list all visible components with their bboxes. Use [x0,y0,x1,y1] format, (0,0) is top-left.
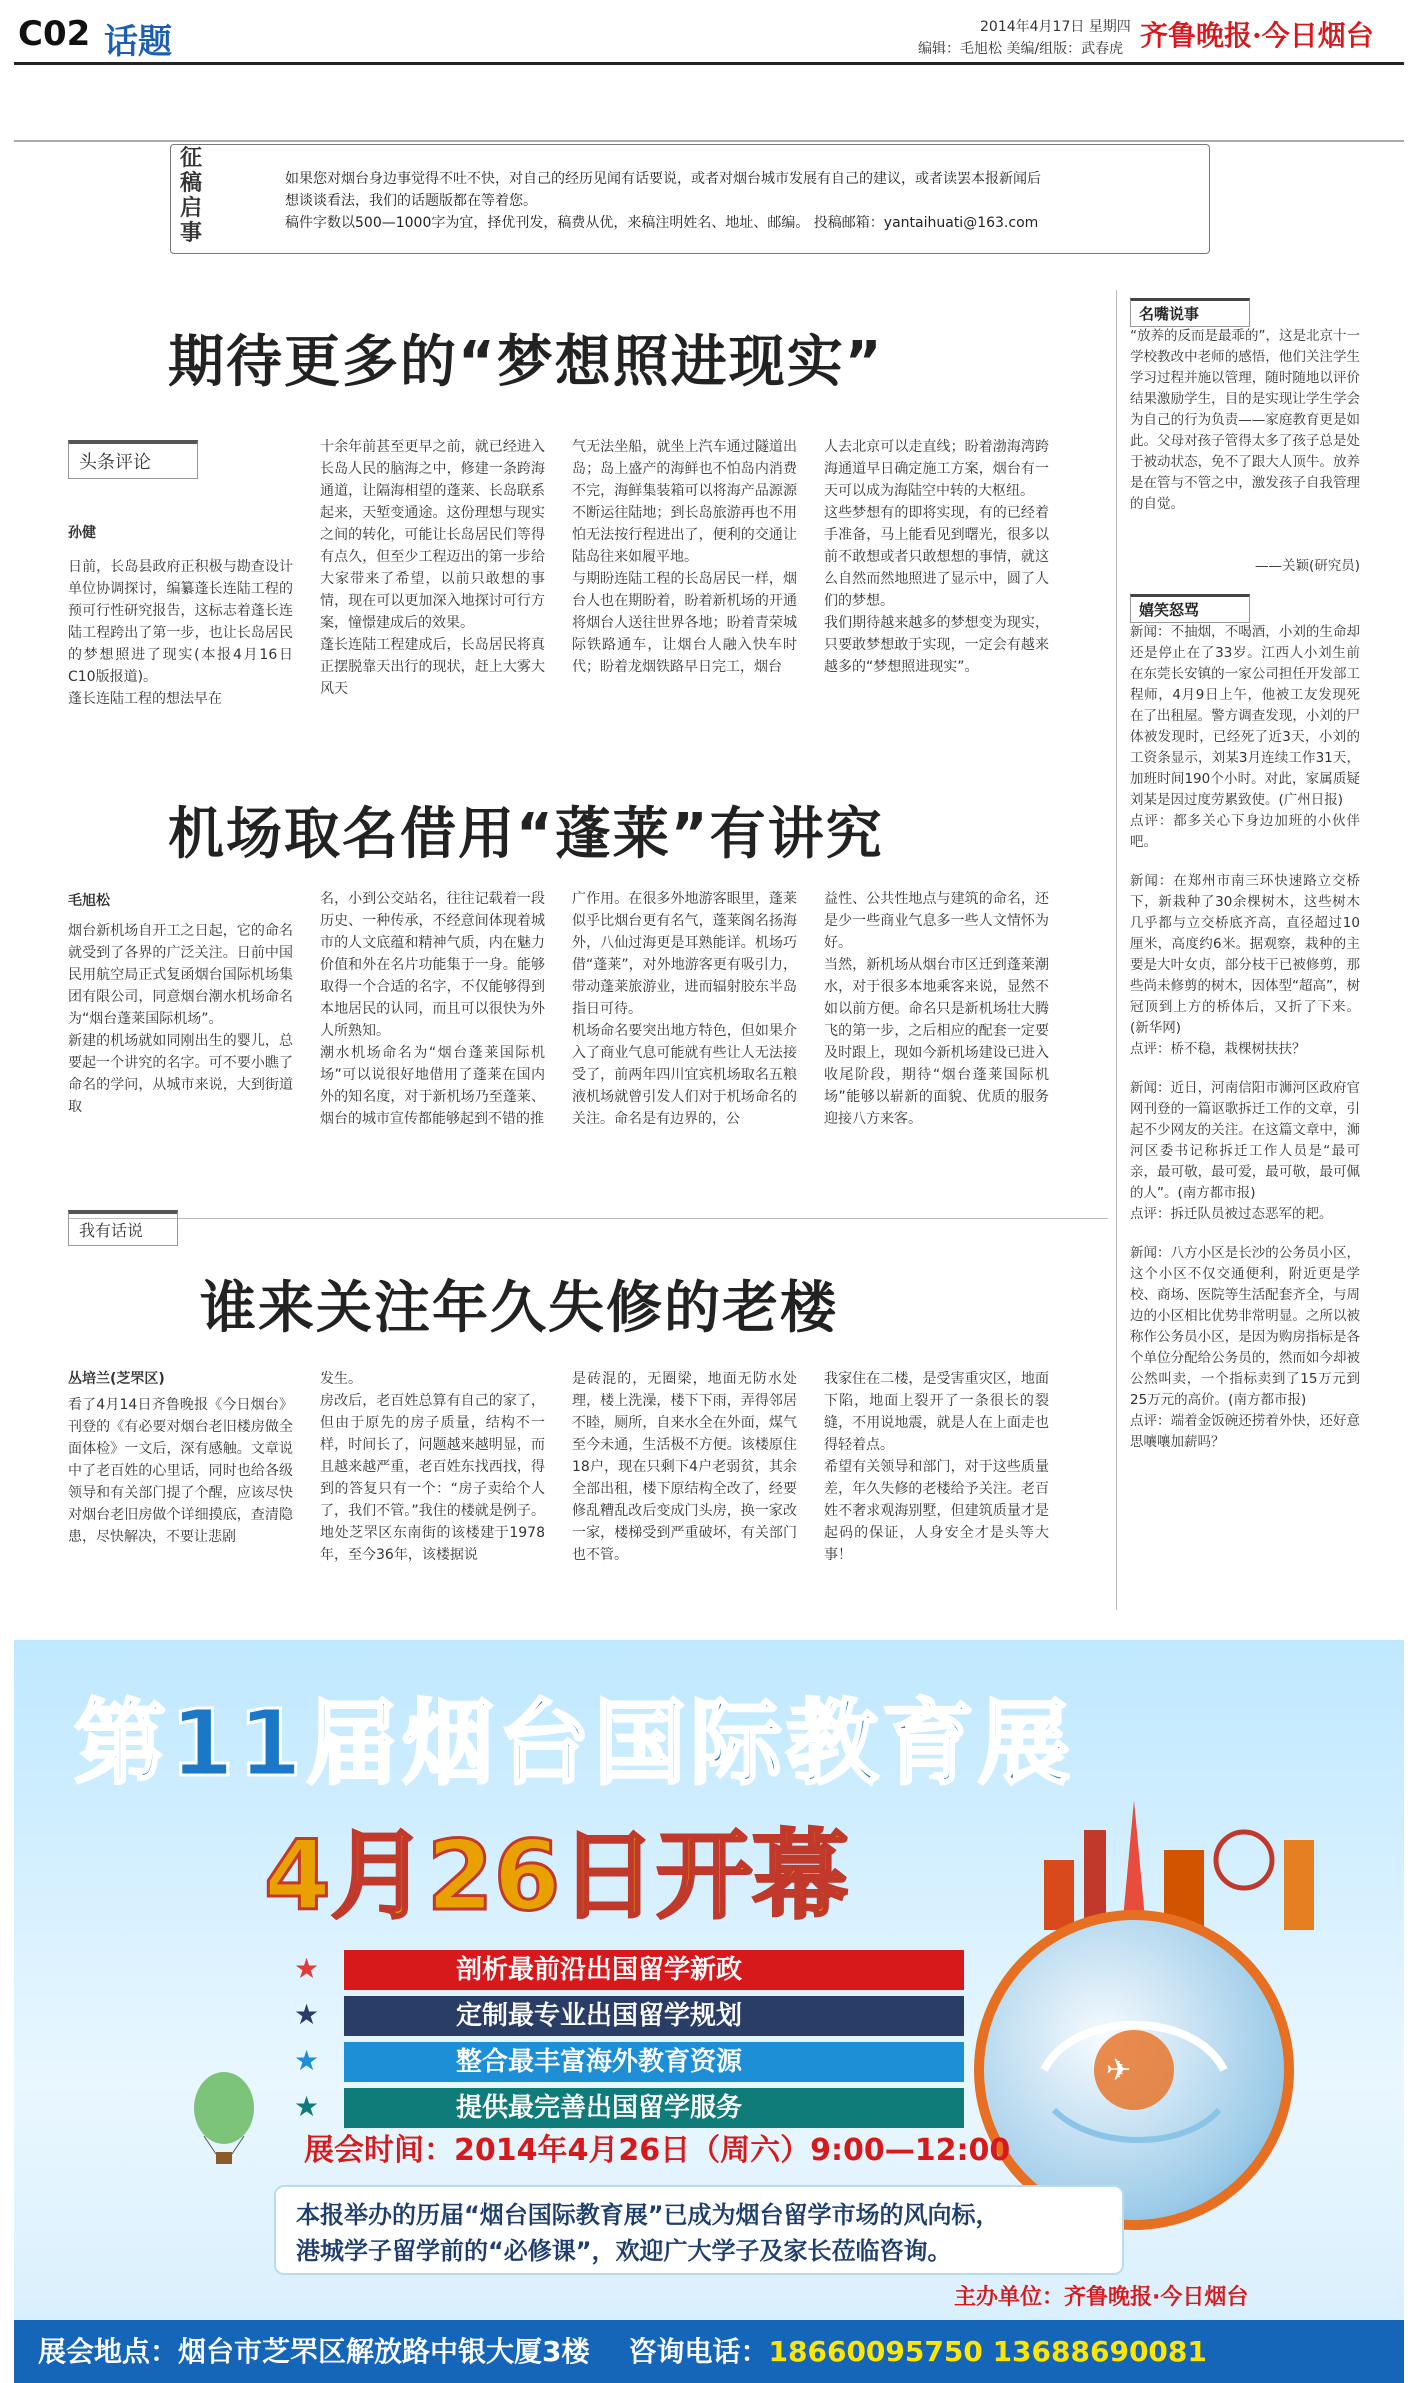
article3-author: 丛培兰(芝罘区) [68,1371,165,1387]
call-for-papers-tag: 征稿启事 [179,146,202,246]
sidebar-xixiao-news: 新闻：近日，河南信阳市浉河区政府官网刊登的一篇讴歌拆迁工作的文章，引起不少网友的关注。在这篇文章中，浉河区委书记称拆迁工作人员是“最可亲，最可敬，最可爱，最可敬，最可佩的人”。(南方都市报) [1130,1080,1360,1201]
sidebar-mingzui-text: “放养的反而是最乖的”，这是北京十一学校教改中老师的感悟，他们关注学生学习过程并施以管理，随时随地以评价结果激励学生，目的是实现让学生学会为自己的行为负责——家庭教育更是如此。父母对孩子管得太多了孩子总是处于被动状态，免不了跟大人顶牛。放养是在管与不管之中，激发孩子自我管理的自觉。 [1130,328,1360,512]
article2-col1: 烟台新机场自开工之日起，它的命名就受到了各界的广泛关注。日前中国民用航空局正式复函烟台国际机场集团有限公司，同意烟台潮水机场命名为“烟台蓬莱国际机场”。 新建的机场就如同刚出生的婴儿，总要起一个讲究的名字。可不要小瞧了命名的学问，从城市来说，大到街道取 [68,923,293,1115]
ad-opening-date: 4月26日开幕 [264,1820,849,1932]
sidebar-divider [1116,290,1117,1610]
star-icon: ★ [294,2090,320,2123]
sidebar-xixiao-news: 新闻：不抽烟，不喝酒，小刘的生命却还是停止在了33岁。江西人小刘生前在东莞长安镇的一家公司担任开发部工程师，4月9日上午，他被工友发现死在了出租屋。警方调查发现，小刘的尸体被发现时，已经死了近3天，小刘的工资条显示，刘某3月连续工作31天，加班时间190个小时。对此，家属质疑刘某是因过度劳累致使。(广州日报) [1130,624,1360,808]
sidebar-xixiao-list [1130,622,1360,1453]
article1-col4: 人去北京可以走直线；盼着渤海湾跨海通道早日确定施工方案，烟台有一天可以成为海陆空中转的大枢纽。 这些梦想有的即将实现，有的已经着手准备，马上能看见到曙光，很多以前不敢想或者只敢想想的事情，就这么自然而然地照进了显示中，圆了人们的梦想。 我们期待越来越多的梦想变为现实，只要敢梦想敢于实现，一定会有越来越多的“梦想照进现实”。 [824,439,1049,675]
star-icon: ★ [294,2044,320,2077]
call-for-papers-text: 如果您对烟台身边事觉得不吐不快，对自己的经历见闻有话要说，或者对烟台城市发展有自己的建议，或者读罢本报新闻后 想谈谈看法，我们的话题版都在等着您。 [285,171,1041,209]
sidebar-mingzui-title: 名嘴说事 [1130,298,1250,327]
ad-feature-bar: 剖析最前沿出国留学新政 [344,1950,964,1990]
sidebar-xixiao-news: 新闻：在郑州市南三环快速路立交桥下，新栽种了30余棵树木，这些树木几乎都与立交桥底齐高，直径超过10厘米，高度约6米。据观察，栽种的主要是大叶女贞，部分枝干已被修剪，那些尚未修剪的树木，因体型“超高”，树冠顶到上方的桥体后，又折了下来。(新华网) [1130,873,1360,1036]
editor-credit: 编辑：毛旭松 美编/组版：武春虎 [918,41,1124,57]
article1-col1: 日前，长岛县政府正积极与勘查设计单位协调探讨，编纂蓬长连陆工程的预可行性研究报告，这标志着蓬长连陆工程跨出了第一步，也让长岛居民的梦想照进了现实(本报4月16日C10版报道)。 蓬长连陆工程的想法早在 [68,559,293,707]
ad-feature-bar: 定制最专业出国留学规划 [344,1996,964,2036]
call-for-papers-contact: 稿件字数以500—1000字为宜，择优刊发，稿费从优，来稿注明姓名、地址、邮编。 投稿邮箱：yantaihuati@163.com [285,215,1039,231]
sidebar-xixiao-comment: 点评：端着金饭碗还捞着外快，还好意思嚷嚷加薪吗？ [1130,1413,1360,1450]
section-title: 话题 [104,22,172,62]
education-expo-ad [14,1640,1404,2383]
issue-date: 2014年4月17日 星期四 [980,19,1131,35]
article1-label: 头条评论 [68,440,198,479]
skyline-illustration [1034,1790,1334,1930]
sidebar-mingzui-sign: ——关颖(研究员) [1254,558,1360,574]
sidebar-xixiao-comment: 点评：都多关心下身边加班的小伙伴吧。 [1130,813,1360,850]
star-icon: ★ [294,1998,320,2031]
article3-label: 我有话说 [68,1210,178,1246]
article1-col3: 气无法坐船，就坐上汽车通过隧道出岛；岛上盛产的海鲜也不怕岛内消费不完，海鲜集装箱可以将海产品源源不断运往陆地；到长岛旅游再也不用怕无法按行程进出了，便利的交通让陆岛往来如履平地。 与期盼连陆工程的长岛居民一样，烟台人也在期盼着，盼着新机场的开通将烟台人送往世界各地；盼着青荣城际铁路通车，让烟台人融入快车时代；盼着龙烟铁路早日完工，烟台 [572,439,797,675]
article2-headline: 机场取名借用“蓬莱”有讲究 [168,802,884,867]
ad-organizer: 主办单位：齐鲁晚报·今日烟台 [954,2285,1249,2310]
ad-feature-bar: 整合最丰富海外教育资源 [344,2042,964,2082]
sidebar-xixiao-comment: 点评：桥不稳，栽棵树扶扶？ [1130,1041,1306,1057]
ad-title: 第11届烟台国际教育展 [74,1690,1075,1797]
article2-col4: 益性、公共性地点与建筑的命名，还是少一些商业气息多一些人文情怀为好。 当然，新机场从烟台市区迁到蓬莱潮水，对于很多本地乘客来说，显然不如以前方便。命名只是新机场壮大腾飞的第一步，之后相应的配套一定要及时跟上，现如今新机场建设已进入收尾阶段，期待“烟台蓬莱国际机场”能够以崭新的面貌、优质的服务迎接八方来客。 [824,891,1049,1127]
ad-note: 本报举办的历届“烟台国际教育展”已成为烟台留学市场的风向标， 港城学子留学前的“必修课”，欢迎广大学子及家长莅临咨询。 [274,2185,1124,2275]
page-number: C02 [18,14,91,54]
sidebar-xixiao-title: 嬉笑怒骂 [1130,594,1250,623]
article1-author: 孙健 [68,525,96,541]
ad-event-time: 展会时间：2014年4月26日（周六）9:00—12:00 [304,2133,1011,2168]
article3-col1: 看了4月14日齐鲁晚报《今日烟台》刊登的《有必要对烟台老旧楼房做全面体检》一文后，深有感触。文章说中了老百姓的心里话，同时也给各级领导和有关部门提了个醒，应该尽快对烟台老旧房做个详细摸底，查清隐患，尽快解决，不要让悲剧 [68,1397,293,1545]
sidebar-xixiao-comment: 点评：拆迁队员被过态恶军的耙。 [1130,1206,1333,1222]
article1-headline: 期待更多的“梦想照进现实” [168,330,884,395]
article3-rule [68,1218,1108,1219]
article3-col4: 我家住在二楼，是受害重灾区，地面下陷，地面上裂开了一条很长的裂缝，不用说地震，就是人在上面走也得轻着点。 希望有关领导和部门，对于这些质量差，年久失修的老楼给予关注。老百姓不奢求观海别墅，但建筑质量才是起码的保证，人身安全才是头等大事！ [824,1371,1049,1563]
sidebar-xixiao-news: 新闻：八方小区是长沙的公务员小区，这个小区不仅交通便利，附近更是学校、商场、医院等生活配套齐全，与周边的小区相比优势非常明显。之所以被称作公务员小区，是因为购房指标是各个单位分配给公务员的，然而如今却被公然叫卖，一个指标卖到了15万元到25万元的高价。(南方都市报) [1130,1245,1360,1408]
article3-col3: 是砖混的，无圈梁，地面无防水处理，楼上洗澡，楼下下雨，弄得邻居不睦，厕所，自来水全在外面，煤气至今未通，生活极不方便。该楼原住18户，现在只剩下4户老弱贫，其余全部出租，楼下原结构全改了，经要修乱糟乱改后变成门头房，换一家改一家，楼梯受到严重破坏，有关部门也不管。 [572,1371,797,1563]
article3-col2: 发生。 房改后，老百姓总算有自己的家了，但由于原先的房子质量，结构不一样，时间长了，问题越来越明显，而且越来越严重，老百姓东找西找，得到的答复只有一个：“房子卖给个人了，我们不管。”我住的楼就是例子。地处芝罘区东南街的该楼建于1978年，至今36年，该楼据说 [320,1371,545,1563]
ad-feature-bar: 提供最完善出国留学服务 [344,2088,964,2128]
notice-rule [14,140,1404,142]
article1-col2: 十余年前甚至更早之前，就已经进入长岛人民的脑海之中，修建一条跨海通道，让隔海相望的蓬莱、长岛联系起来，天堑变通途。这份理想与现实之间的转化，可能让长岛居民们等得有点久，但至少工程迈出的第一步给大家带来了希望，以前只敢想的事情，现在可以更加深入地探讨可行方案，憧憬建成后的效果。 蓬长连陆工程建成后，长岛居民将真正摆脱靠天出行的现状，赶上大雾大风天 [320,439,545,697]
header-rule [14,62,1404,65]
star-icon: ★ [294,1952,320,1985]
article3-headline: 谁来关注年久失修的老楼 [200,1276,838,1341]
article2-col3: 广作用。在很多外地游客眼里，蓬莱似乎比烟台更有名气，蓬莱阁名扬海外，八仙过海更是耳熟能详。机场巧借“蓬莱”，对外地游客更有吸引力，带动蓬莱旅游业，进而辐射胶东半岛指日可待。 机场命名要突出地方特色，但如果介入了商业气息可能就有些让人无法接受了，前两年四川宜宾机场取名五粮液机场就曾引发人们对于机场命名的关注。命名是有边界的，公 [572,891,797,1127]
ad-footer: 展会地点：烟台市芝罘区解放路中银大厦3楼 咨询电话：18660095750 13688690081 [14,2320,1404,2383]
svg-text:✈: ✈ [1106,2053,1132,2088]
hot-air-balloon-icon [184,2070,264,2170]
article2-col2: 名，小到公交站名，往往记载着一段历史、一种传承，不经意间体现着城市的人文底蕴和精神气质，内在魅力价值和外在名片功能集于一身。能够取得一个合适的名字，不仅能够得到本地居民的认同，而且可以很快为外人所熟知。 潮水机场命名为“烟台蓬莱国际机场”可以说很好地借用了蓬莱在国内外的知名度，对于新机场乃至蓬莱、烟台的城市宣传都能够起到不错的推 [320,891,545,1127]
globe-illustration [974,1910,1294,2230]
article2-author: 毛旭松 [68,893,110,909]
newspaper-brand: 齐鲁晚报·今日烟台 [1140,19,1374,52]
